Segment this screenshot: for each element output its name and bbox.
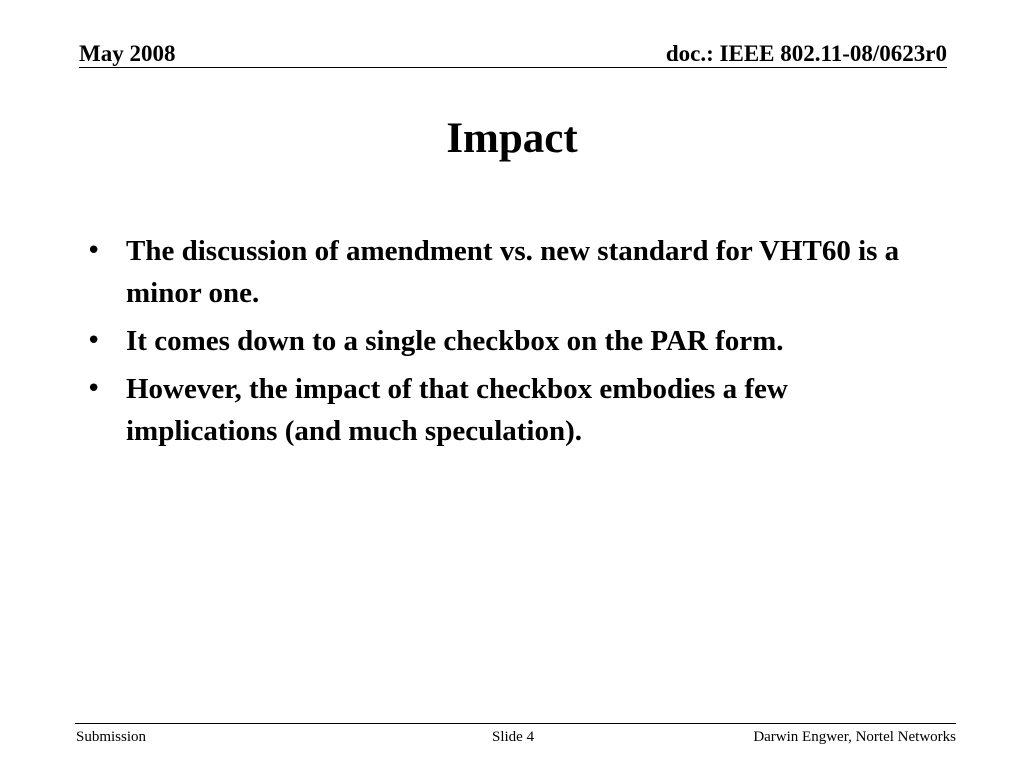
header-divider xyxy=(79,67,947,68)
bullet-marker: • xyxy=(86,326,102,356)
footer-submission: Submission xyxy=(76,729,147,745)
bullet-item xyxy=(86,368,916,452)
bullet-text: The discussion of amendment vs. new standard for VHT60 is a minor one. xyxy=(126,235,900,309)
bullet-marker: • xyxy=(86,236,102,266)
footer-slide-number: Slide 4 xyxy=(492,729,535,745)
bullet-text: It comes down to a single checkbox on the PAR form. xyxy=(126,325,784,357)
bullet-item xyxy=(86,320,916,362)
bullet-item xyxy=(86,230,916,314)
header-doc-id: doc.: IEEE 802.11-08/0623r0 xyxy=(665,41,947,66)
bullet-list xyxy=(86,230,916,458)
header-date: May 2008 xyxy=(79,41,176,66)
bullet-marker: • xyxy=(86,374,102,404)
slide-title: Impact xyxy=(446,115,578,162)
bullet-text: However, the impact of that checkbox embodies a few implications (and much speculation). xyxy=(126,373,788,447)
footer-author: Darwin Engwer, Nortel Networks xyxy=(753,729,956,745)
footer-divider xyxy=(75,723,956,724)
